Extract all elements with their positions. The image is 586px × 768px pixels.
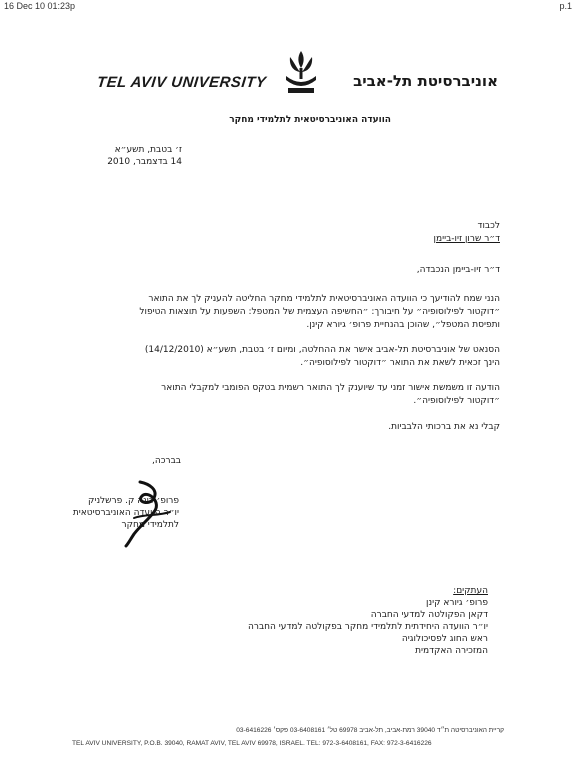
signatory-title: יו״ר הוועדה האוניברסיטאית — [72, 508, 179, 518]
body-line: ״דוקטור לפילוסופיה״. — [413, 396, 500, 406]
body-line: הינך זכאית לשאת את התואר ״דוקטור לפילוסופיה״. — [300, 358, 500, 368]
fax-timestamp: 16 Dec 10 01:23p — [4, 1, 76, 11]
body-line: קבלי נא את ברכותי הלבביות. — [388, 422, 500, 432]
university-emblem-icon — [281, 48, 321, 96]
footer-address-english: TEL AVIV UNIVERSITY, P.O.B. 39040, RAMAT AVIV, TEL AVIV 69978, ISRAEL. TEL: 972-3-6408161, FAX: 972-3-6416226 — [72, 740, 432, 747]
cc-item: ראש החוג לפסיכולוגיה — [401, 634, 488, 644]
cc-heading: העתקים: — [453, 586, 488, 596]
salutation: ד״ר זיו-ביימן הנכבדה, — [416, 265, 500, 275]
body-line: ״דוקטור לפילוסופיה״ על חיבורך: ״החשיפה העצמית של המטפל: השפעות על תוצאות הטיפול — [139, 307, 500, 317]
closing: בברכה, — [152, 456, 181, 466]
cc-item: יו״ר הוועדה היחידתית לתלמידי מחקר בפקולטה למדעי החברה — [248, 622, 488, 632]
fax-page-number: p.1 — [559, 1, 572, 11]
recipient-honorific: לכבוד — [477, 221, 500, 231]
university-name-hebrew: אוניברסיטת תל-אביב — [353, 72, 498, 90]
signatory-name: פרופ׳ דינה ק. פרשלניק — [88, 496, 179, 506]
date-gregorian: 14 בדצמבר, 2010 — [107, 157, 182, 167]
body-line: ותפיסת המטפל״, שהוכן בהנחיית פרופ׳ גיורא קינן. — [306, 320, 500, 330]
footer-address-hebrew: קריית האוניברסיטה ת״ד 39040 רמת-אביב, תל-אביב 69978 טל׳ 03-6408161 פקס׳ 03-6416226 — [236, 727, 504, 734]
cc-item: המזכירה האקדמית — [415, 646, 488, 656]
body-line: הודעה זו משמשת אישור זמני עד שיוענק לך התואר רשמית בטקס הפומבי למקבלי התואר — [161, 383, 500, 393]
university-name-english: TEL AVIV UNIVERSITY — [96, 74, 268, 91]
cc-item: דקאן הפקולטה למדעי החברה — [370, 610, 488, 620]
cc-item: פרופ׳ גיורא קינן — [426, 598, 488, 608]
recipient-name: ד״ר שרון זיו-ביימן — [433, 234, 500, 244]
body-line: הסנאט של אוניברסיטת תל-אביב אישר את ההחלטה, ומיום ז׳ בטבת, תשע״א (14/12/2010) — [144, 345, 500, 355]
body-line: הנני שמח להודיעך כי הוועדה האוניברסיטאית לתלמידי מחקר החליטה להעניק לך את התואר — [148, 294, 500, 304]
signatory-title: לתלמידי מחקר — [121, 520, 179, 530]
date-hebrew: ז׳ בטבת, תשע״א — [114, 145, 182, 155]
committee-heading: הוועדה האוניברסיטאית לתלמידי מחקר — [229, 115, 391, 125]
